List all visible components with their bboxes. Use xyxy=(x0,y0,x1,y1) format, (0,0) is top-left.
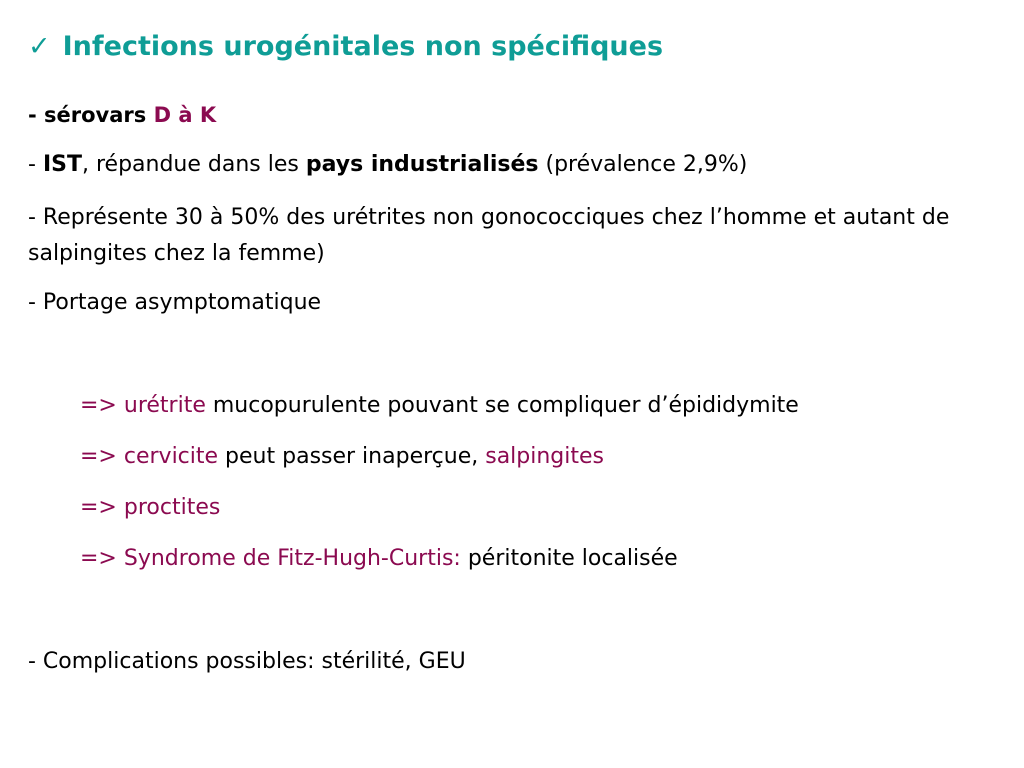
serovars-highlight: D à K xyxy=(153,103,217,127)
portage-line: - Portage asymptomatique xyxy=(28,290,322,315)
sub-item-accent-2: salpingites xyxy=(485,444,605,469)
sub-item-accent: proctites xyxy=(123,495,221,520)
ist-bold-countries: pays industrialisés xyxy=(305,152,539,177)
ist-bold: IST xyxy=(42,152,82,177)
ist-mid: , répandue dans les xyxy=(81,152,306,177)
serovars-prefix: - sérovars xyxy=(28,103,154,127)
complications-line: - Complications possibles: stérilité, GEU xyxy=(28,649,466,674)
sub-item-accent: Syndrome de Fitz-Hugh-Curtis: xyxy=(123,546,461,571)
sub-item-proctites xyxy=(80,491,220,525)
ist-prefix: - xyxy=(28,152,43,177)
ist-suffix: (prévalence 2,9%) xyxy=(538,152,748,177)
sub-item-rest: mucopurulente pouvant se compliquer d’épididymite xyxy=(205,393,799,418)
sub-item-rest: peut passer inaperçue, xyxy=(218,444,486,469)
sub-item-rest: péritonite localisée xyxy=(460,546,678,571)
arrow: => xyxy=(80,546,124,571)
title-text: Infections urogénitales non spécifiques xyxy=(62,31,664,62)
arrow: => xyxy=(80,444,124,469)
sub-item-uretrite xyxy=(80,389,799,423)
arrow: => xyxy=(80,495,124,520)
slide-title xyxy=(28,30,663,64)
represente-line: - Représente 30 à 50% des urétrites non gonococciques chez l’homme et autant de salpingites chez la femme) xyxy=(28,205,950,266)
sub-item-accent: cervicite xyxy=(123,444,219,469)
check-icon: ✓ xyxy=(28,31,51,62)
serovars-line xyxy=(28,98,216,132)
sub-item-accent: urétrite xyxy=(123,393,206,418)
ist-line xyxy=(28,148,747,182)
sub-item-cervicite xyxy=(80,440,604,474)
sub-item-fitz-hugh-curtis xyxy=(80,542,678,576)
arrow: => xyxy=(80,393,124,418)
